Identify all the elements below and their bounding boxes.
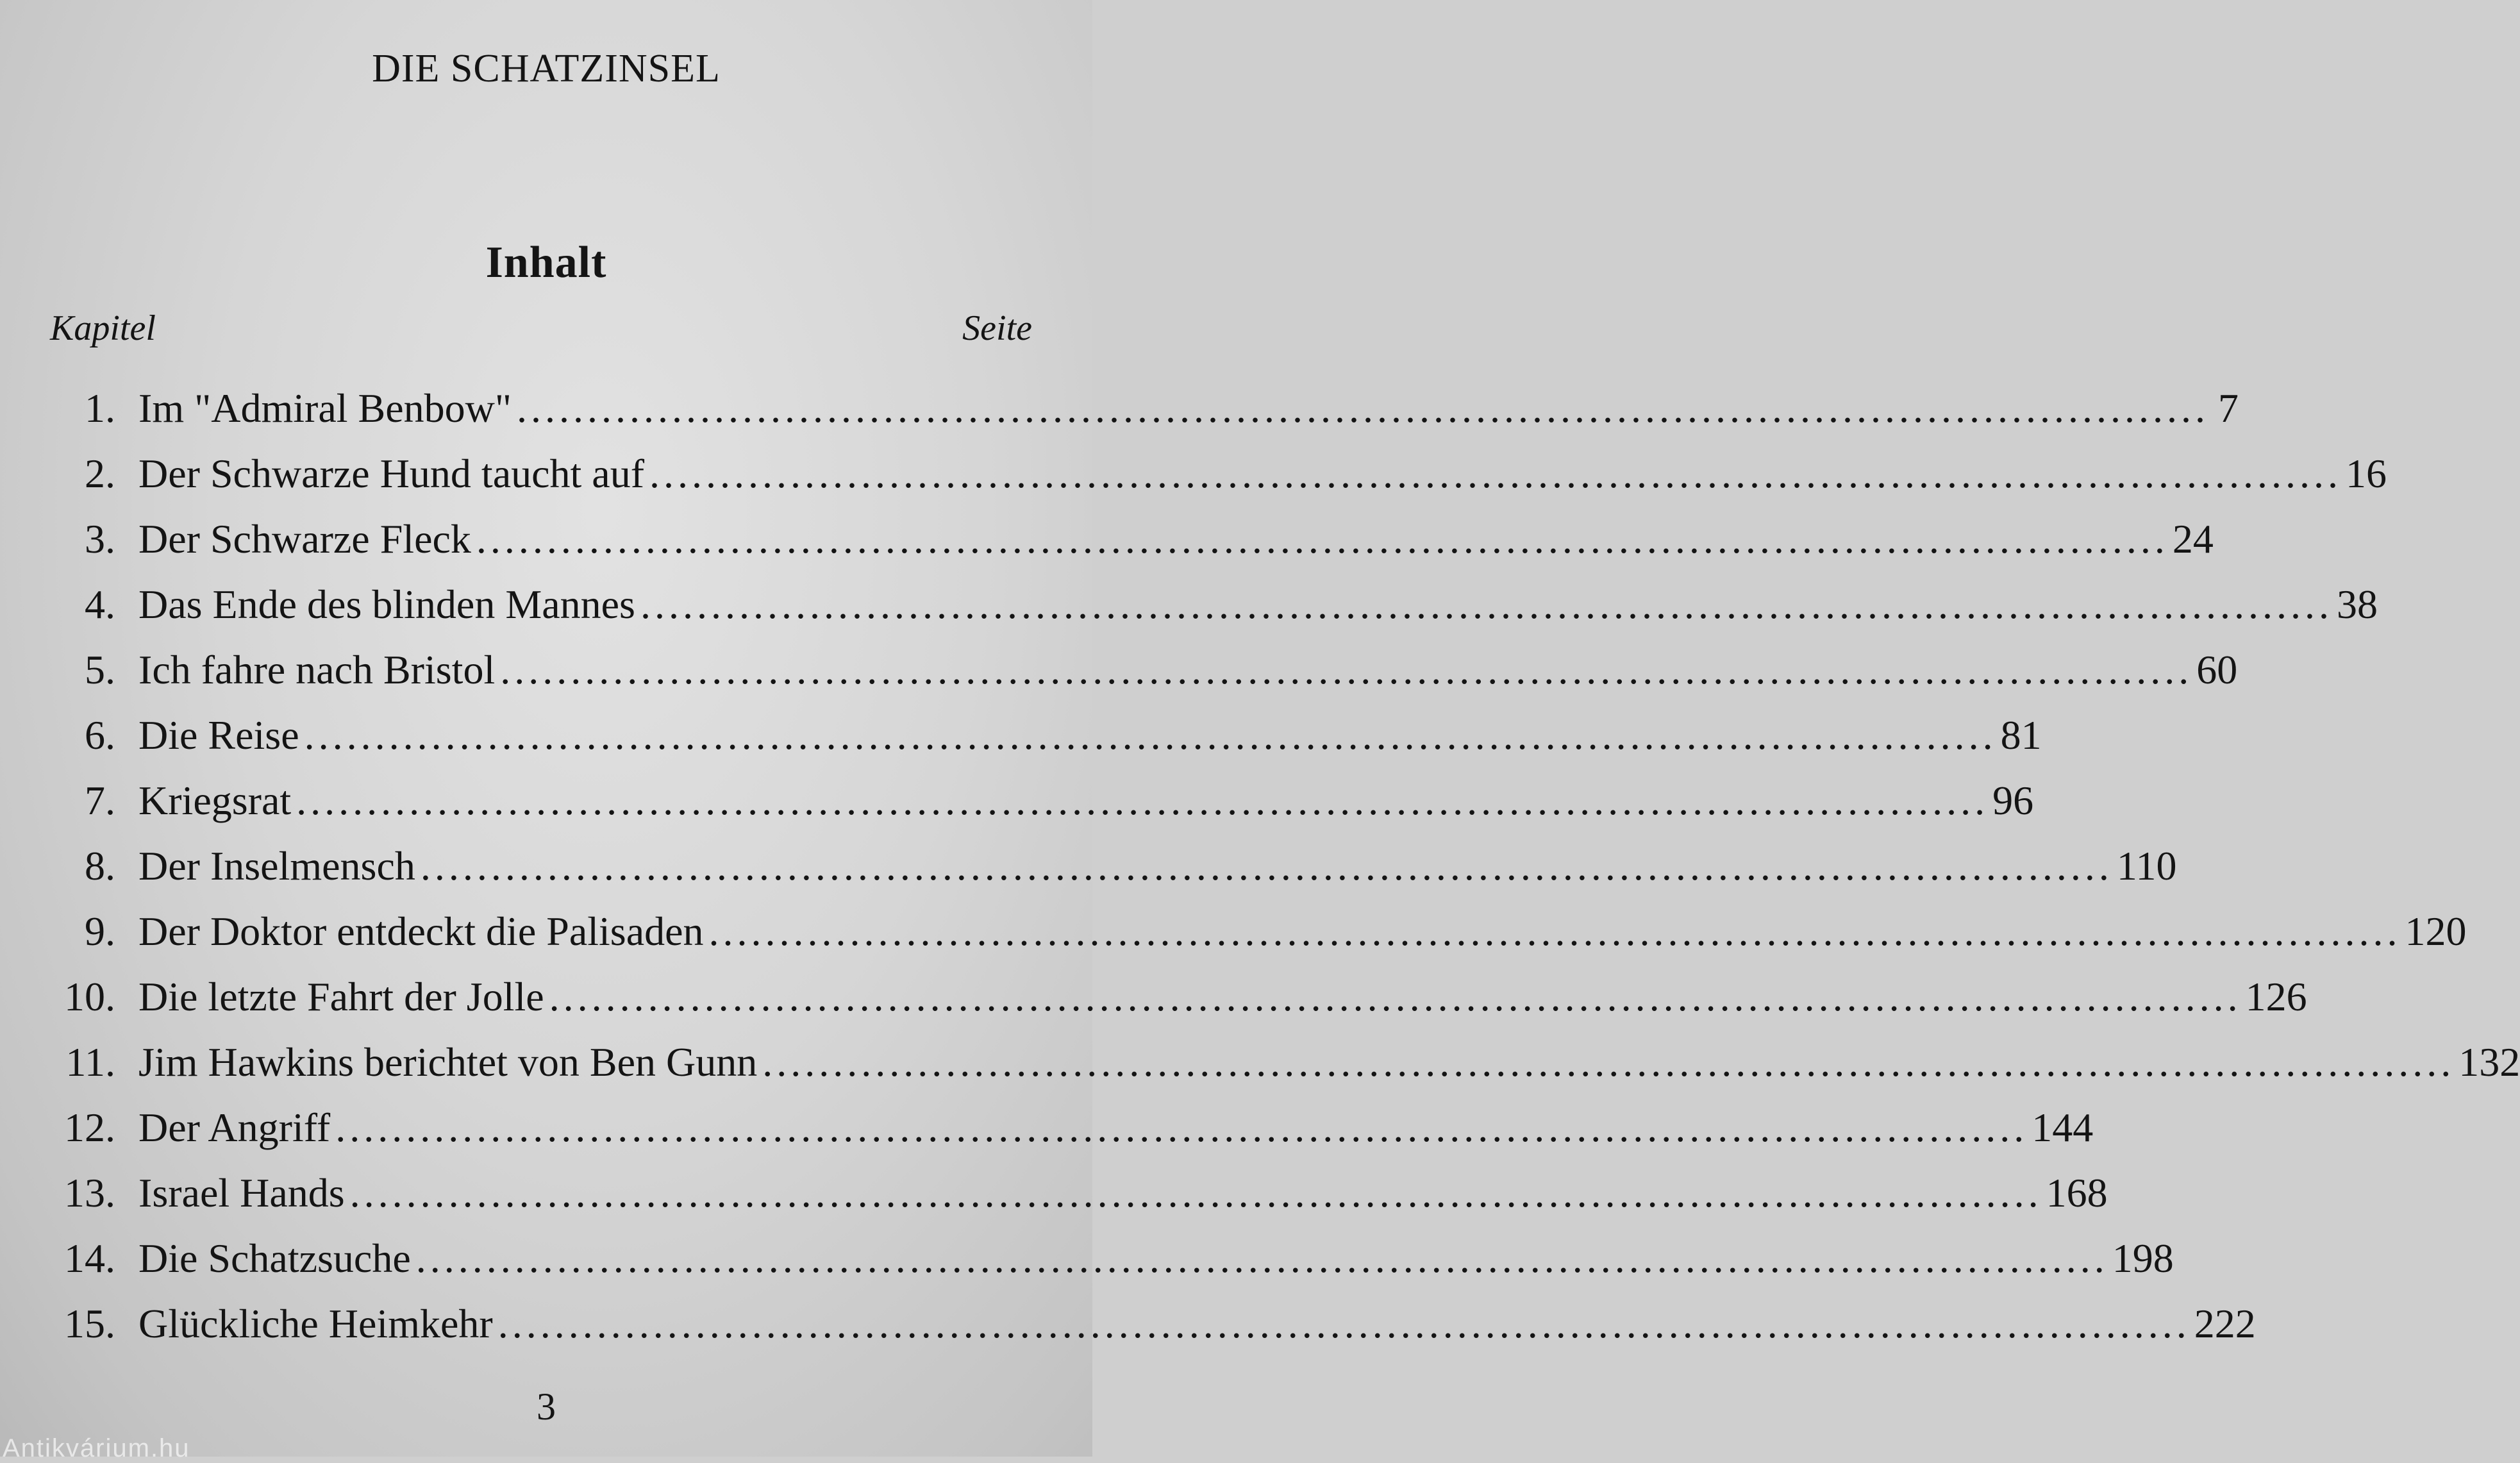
page-number: 3 [537, 1385, 556, 1428]
chapter-title: Der Doktor entdeckt die Palisaden [138, 908, 704, 954]
chapter-number: 4. [85, 581, 115, 627]
dot-leader: ........................................................................................................................ [708, 908, 2401, 954]
toc-entry [0, 1300, 2256, 1366]
chapter-title: Der Inselmensch [138, 843, 415, 889]
chapter-page: 24 [2172, 516, 2214, 562]
toc-entry [0, 842, 2177, 908]
chapter-title: Ich fahre nach Bristol [138, 647, 496, 692]
watermark-logo: Antikvárium.hu [3, 1434, 190, 1462]
toc-entry [0, 450, 2387, 515]
dot-leader: ........................................................................................................................ [349, 1170, 2042, 1216]
chapter-page: 132 [2458, 1039, 2520, 1085]
dot-leader: ........................................................................................................................ [415, 1235, 2108, 1281]
chapter-title: Die Schatzsuche [138, 1235, 411, 1281]
chapter-page: 144 [2032, 1105, 2094, 1150]
toc-entry [0, 973, 2307, 1039]
chapter-number: 10. [64, 974, 115, 1019]
chapter-page: 120 [2405, 908, 2467, 954]
dot-leader: ........................................................................................................................ [640, 581, 2333, 627]
dot-leader: ........................................................................................................................ [549, 974, 2242, 1019]
column-label-page: Seite [962, 308, 1032, 348]
toc-entry [0, 1104, 2094, 1169]
toc-entry [0, 1235, 2174, 1300]
dot-leader: ........................................................................................................................ [296, 778, 1989, 823]
table-of-contents [0, 385, 2520, 1366]
dot-leader: ........................................................................................................................ [500, 647, 2193, 692]
chapter-page: 198 [2112, 1235, 2174, 1281]
dot-leader: ........................................................................................................................ [649, 451, 2342, 496]
chapter-title: Das Ende des blinden Mannes [138, 581, 635, 627]
chapter-number: 13. [64, 1170, 115, 1216]
chapter-number: 14. [64, 1235, 115, 1281]
chapter-title: Jim Hawkins berichtet von Ben Gunn [138, 1039, 758, 1085]
chapter-title: Der Schwarze Hund taucht auf [138, 451, 644, 496]
dot-leader: ........................................................................................................................ [516, 385, 2209, 431]
chapter-page: 7 [2217, 385, 2239, 431]
chapter-number: 8. [85, 843, 115, 889]
chapter-page: 16 [2346, 451, 2387, 496]
chapter-page: 96 [1992, 778, 2034, 823]
toc-entry [0, 777, 2034, 842]
toc-entry [0, 581, 2378, 646]
chapter-page: 126 [2245, 974, 2307, 1019]
chapter-title: Im "Admiral Benbow" [138, 385, 512, 431]
chapter-page: 38 [2336, 581, 2378, 627]
chapter-title: Der Schwarze Fleck [138, 516, 471, 562]
dot-leader: ........................................................................................................................ [335, 1105, 2028, 1150]
chapter-title: Der Angriff [138, 1105, 331, 1150]
chapter-number: 2. [85, 451, 115, 496]
toc-entry [0, 385, 2239, 450]
chapter-number: 7. [85, 778, 115, 823]
chapter-page: 81 [2000, 712, 2042, 758]
chapter-number: 6. [85, 712, 115, 758]
chapter-page: 60 [2196, 647, 2238, 692]
dot-leader: ........................................................................................................................ [476, 516, 2169, 562]
toc-entry [0, 1039, 2520, 1104]
chapter-page: 168 [2046, 1170, 2108, 1216]
toc-heading: Inhalt [485, 238, 607, 287]
dot-leader: ........................................................................................................................ [497, 1301, 2190, 1346]
chapter-number: 5. [85, 647, 115, 692]
chapter-title: Kriegsrat [138, 778, 292, 823]
toc-entry [0, 646, 2238, 712]
toc-entry [0, 1169, 2108, 1235]
dot-leader: ........................................................................................................................ [304, 712, 1997, 758]
chapter-number: 9. [85, 908, 115, 954]
column-label-chapter: Kapitel [50, 308, 156, 348]
chapter-title: Die letzte Fahrt der Jolle [138, 974, 544, 1019]
chapter-page: 222 [2194, 1301, 2256, 1346]
chapter-page: 110 [2116, 843, 2177, 889]
chapter-title: Die Reise [138, 712, 299, 758]
chapter-title: Israel Hands [138, 1170, 345, 1216]
dot-leader: ........................................................................................................................ [420, 843, 2113, 889]
toc-entry [0, 515, 2214, 581]
chapter-number: 1. [85, 385, 115, 431]
toc-entry [0, 908, 2467, 973]
chapter-number: 15. [64, 1301, 115, 1346]
dot-leader: ........................................................................................................................ [762, 1039, 2455, 1085]
chapter-number: 12. [64, 1105, 115, 1150]
chapter-number: 3. [85, 516, 115, 562]
chapter-number: 11. [65, 1039, 115, 1085]
toc-entry [0, 712, 2042, 777]
chapter-title: Glückliche Heimkehr [138, 1301, 493, 1346]
book-title: DIE SCHATZINSEL [372, 47, 721, 90]
